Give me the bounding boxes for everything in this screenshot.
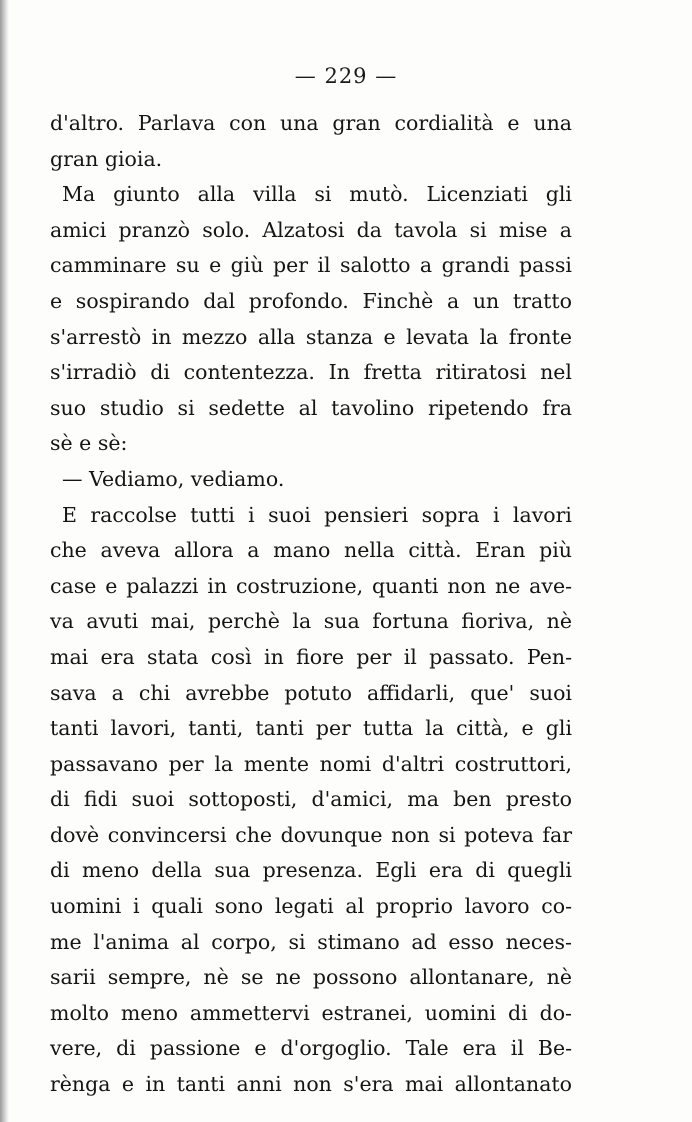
text-line: sava a chi avrebbe potuto affidarli, que' suoi [50, 680, 572, 705]
text-line: vere, di passione e d'orgoglio. Tale era il Be- [50, 1036, 572, 1061]
text-line: uomini i quali sono legati al proprio lavoro co- [50, 894, 572, 919]
text-line: va avuti mai, perchè la sua fortuna fioriva, nè [50, 609, 572, 634]
text-line: case e palazzi in costruzione, quanti non ne ave- [50, 573, 572, 598]
text-line: molto meno ammettervi estranei, uomini di do- [50, 1000, 572, 1025]
text-line: — Vediamo, vediamo. [62, 466, 285, 491]
text-line: s'irradiò di contentezza. In fretta ritiratosi nel [50, 360, 572, 385]
page-binding-edge [0, 0, 9, 1122]
text-line: camminare su e giù per il salotto a grandi passi [50, 253, 572, 278]
text-line: di fidi suoi sottoposti, d'amici, ma ben presto [50, 787, 572, 812]
text-line: s'arrestò in mezzo alla stanza e levata la fronte [50, 324, 572, 349]
body-text [50, 106, 572, 1103]
text-line: gran gioia. [50, 146, 163, 171]
text-line: E raccolse tutti i suoi pensieri sopra i lavori [62, 502, 572, 527]
text-line: Ma giunto alla villa si mutò. Licenziati gli [62, 182, 572, 207]
text-line: e sospirando dal profondo. Finchè a un tratto [50, 288, 572, 313]
text-line: d'altro. Parlava con una gran cordialità e una [50, 111, 572, 135]
text-line: mai era stata così in fiore per il passato. Pen- [50, 644, 572, 669]
text-line: amici pranzò solo. Alzatosi da tavola si mise a [50, 217, 572, 242]
text-line: di meno della sua presenza. Egli era di quegli [50, 858, 572, 883]
text-line: tanti lavori, tanti, tanti per tutta la città, e gli [50, 716, 572, 741]
text-line: che aveva allora a mano nella città. Eran più [50, 538, 572, 563]
text-line: sè e sè: [50, 431, 128, 456]
text-line: rènga e in tanti anni non s'era mai allontanato [50, 1072, 572, 1097]
text-line: dovè convincersi che dovunque non si poteva far [50, 822, 572, 847]
text-line: me l'anima al corpo, si stimano ad esso neces- [50, 929, 572, 954]
text-line: suo studio si sedette al tavolino ripetendo fra [50, 395, 572, 420]
text-line: passavano per la mente nomi d'altri costruttori, [50, 751, 572, 776]
text-line: sarii sempre, nè se ne possono allontanare, nè [50, 965, 572, 990]
page-number: — 229 — [294, 64, 398, 88]
